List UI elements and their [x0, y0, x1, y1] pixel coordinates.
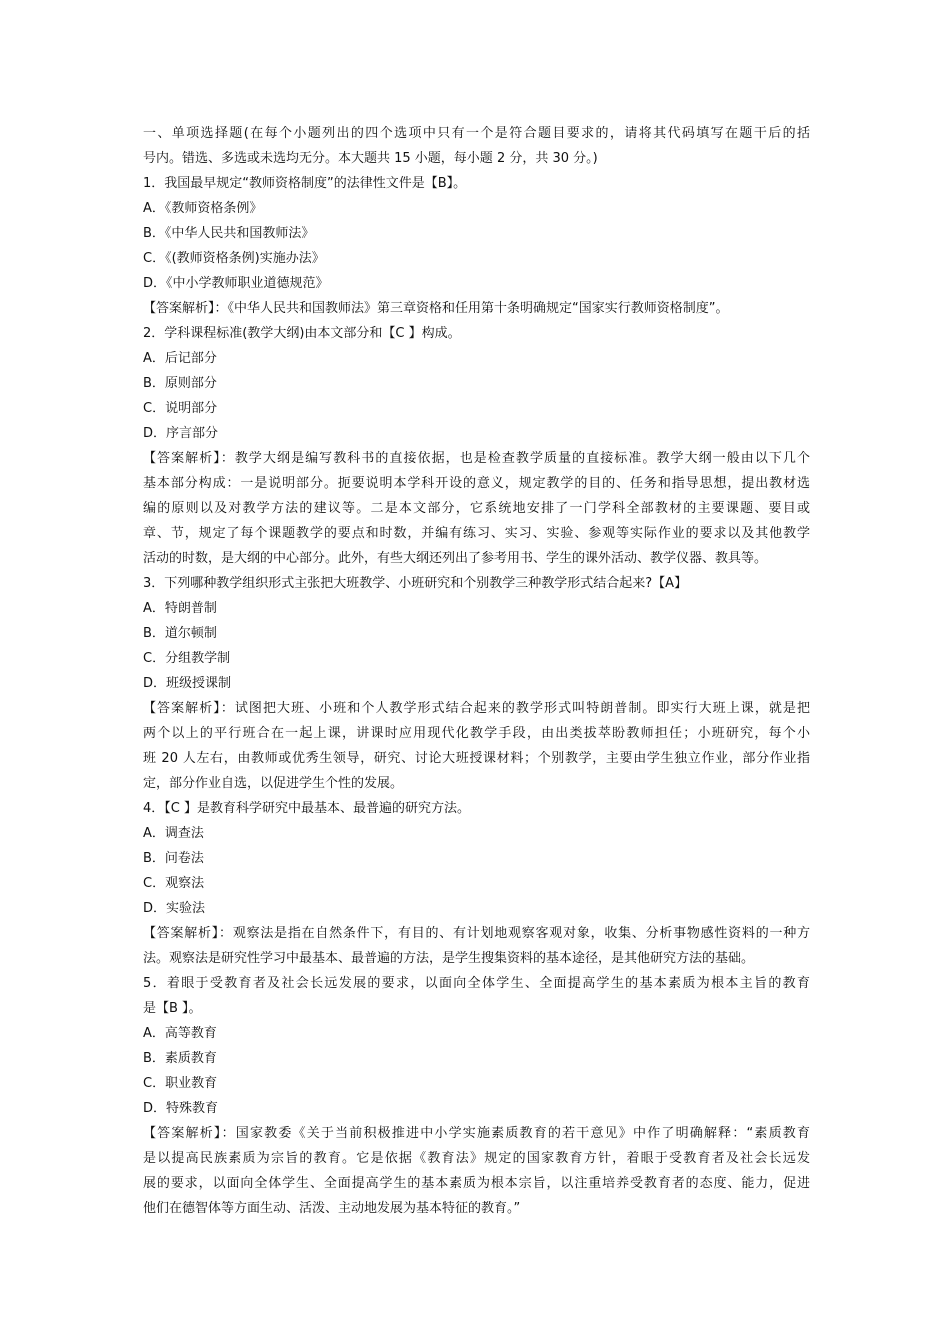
option-d: D．班级授课制	[143, 676, 232, 691]
analysis-line: 班 20 人左右，由教师或优秀生领导，研究、讨论大班授课材料；个别教学，主要由学生独立作业，部分作业指	[143, 751, 810, 766]
analysis-line: 【答案解析】：国家教委《关于当前积极推进中小学实施素质教育的若干意见》中作了明确解释：“素质教育	[143, 1126, 810, 1141]
question-1	[143, 171, 810, 321]
option-c: C．观察法	[143, 876, 205, 891]
question-stem: 3．下列哪种教学组织形式主张把大班教学、小班研究和个别教学三种教学形式结合起来?【A】	[143, 576, 688, 591]
question-4	[143, 796, 810, 971]
analysis-line: 法。观察法是研究性学习中最基本、最普遍的方法，是学生搜集资料的基本途径，是其他研究方法的基础。	[143, 951, 755, 966]
option-d: D．实验法	[143, 901, 206, 916]
section-header	[143, 121, 810, 171]
question-stem: 4．【C 】是教育科学研究中最基本、最普遍的研究方法。	[143, 801, 470, 816]
option-c: C．职业教育	[143, 1076, 218, 1091]
option-d: D．特殊教育	[143, 1101, 219, 1116]
option-b: B．道尔顿制	[143, 626, 217, 641]
analysis-line: 【答案解析】：教学大纲是编写教科书的直接依据，也是检查教学质量的直接标准。教学大纲一般由以下几个	[143, 451, 810, 466]
analysis-line: 定，部分作业自选，以促进学生个性的发展。	[143, 776, 404, 791]
question-3	[143, 571, 810, 796]
analysis-line: 【答案解析】：观察法是指在自然条件下，有目的、有计划地观察客观对象，收集、分析事物感性资料的一种方	[143, 926, 810, 941]
option-a: A．特朗普制	[143, 601, 217, 616]
stem-line: 5．着眼于受教育者及社会长远发展的要求，以面向全体学生、全面提高学生的基本素质为根本主旨的教育	[143, 976, 810, 991]
option-a: A．高等教育	[143, 1026, 217, 1041]
option-c: C．《(教师资格条例)实施办法》	[143, 251, 325, 266]
header-line: 一、单项选择题(在每个小题列出的四个选项中只有一个是符合题目要求的，请将其代码填写在题干后的括	[143, 126, 810, 141]
answer-analysis	[143, 921, 810, 971]
question-stem: 2．学科课程标准(教学大纲)由本文部分和【C 】构成。	[143, 326, 461, 341]
option-d: D．序言部分	[143, 426, 219, 441]
analysis-line: 章、节，规定了每个课题教学的要点和时数，并编有练习、实习、实验、参观等实际作业的要求以及其他教学	[143, 526, 810, 541]
option-b: B．素质教育	[143, 1051, 217, 1066]
option-a: A．《教师资格条例》	[143, 201, 263, 216]
option-b: B．问卷法	[143, 851, 204, 866]
header-line: 号内。错选、多选或未选均无分。本大题共 15 小题，每小题 2 分，共 30 分。)	[143, 151, 598, 166]
option-b: B．原则部分	[143, 376, 217, 391]
analysis-line: 两个以上的平行班合在一起上课，讲课时应用现代化教学手段，由出类拔萃盼教师担任；小班研究，每个小	[143, 726, 810, 741]
option-d: D．《中小学教师职业道德规范》	[143, 276, 329, 291]
analysis-line: 编的原则以及对教学方法的建议等。二是本文部分，它系统地安排了一门学科全部教材的主要课题、要目或	[143, 501, 810, 516]
analysis-line: 他们在德智体等方面生动、活泼、主动地发展为基本特征的教育。”	[143, 1201, 521, 1216]
question-2	[143, 321, 810, 571]
answer-analysis: 【答案解析】：《中华人民共和国教师法》第三章资格和任用第十条明确规定“国家实行教师资格制度”。	[143, 301, 729, 316]
document-page	[143, 121, 810, 1221]
option-b: B．《中华人民共和国教师法》	[143, 226, 315, 241]
answer-analysis	[143, 696, 810, 796]
stem-line: 是【B 】。	[143, 1001, 202, 1016]
answer-analysis	[143, 446, 810, 571]
option-a: A．调查法	[143, 826, 204, 841]
question-stem: 1．我国最早规定“教师资格制度”的法律性文件是【B】。	[143, 176, 467, 191]
option-a: A．后记部分	[143, 351, 217, 366]
question-5	[143, 971, 810, 1221]
analysis-line: 展的要求，以面向全体学生、全面提高学生的基本素质为根本宗旨，以注重培养受教育者的态度、能力，促进	[143, 1176, 810, 1191]
option-c: C．说明部分	[143, 401, 218, 416]
analysis-line: 【答案解析】：试图把大班、小班和个人教学形式结合起来的教学形式叫特朗普制。即实行大班上课，就是把	[143, 701, 810, 716]
option-c: C．分组教学制	[143, 651, 231, 666]
question-stem	[143, 971, 810, 1021]
analysis-line: 基本部分构成：一是说明部分。扼要说明本学科开设的意义，规定教学的目的、任务和指导思想，提出教材选	[143, 476, 810, 491]
analysis-line: 是以提高民族素质为宗旨的教育。它是依据《教育法》规定的国家教育方针，着眼于受教育者及社会长远发	[143, 1151, 810, 1166]
analysis-line: 活动的时数，是大纲的中心部分。此外，有些大纲还列出了参考用书、学生的课外活动、教学仪器、教具等。	[143, 551, 768, 566]
answer-analysis	[143, 1121, 810, 1221]
